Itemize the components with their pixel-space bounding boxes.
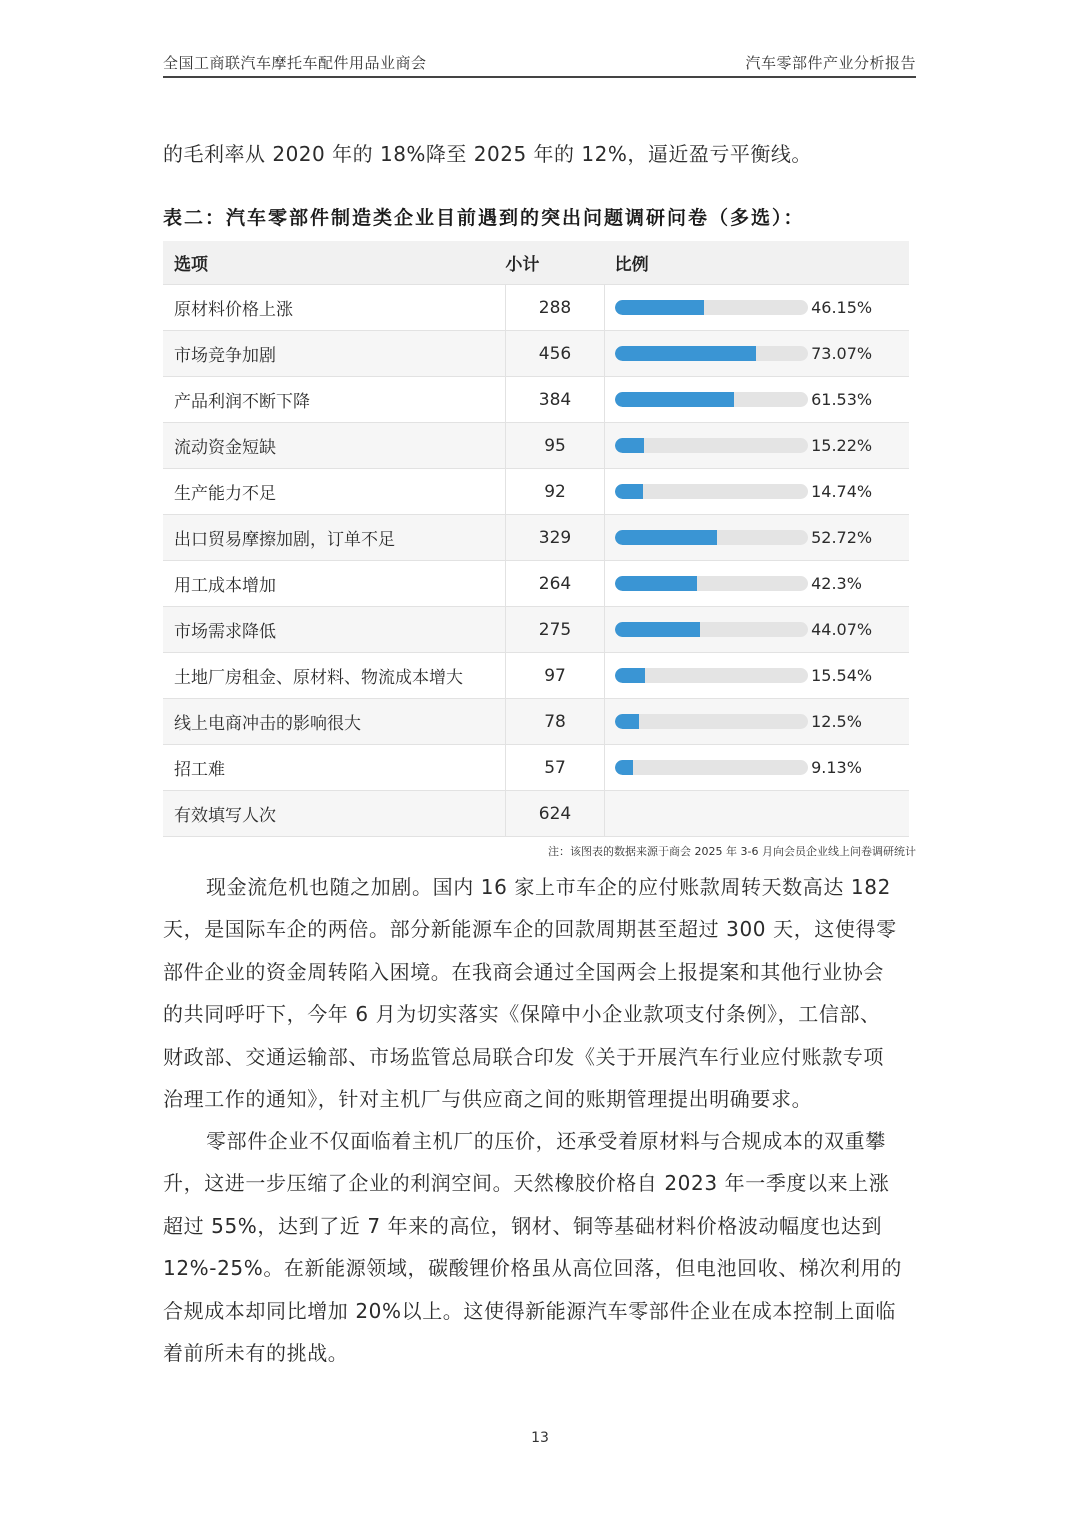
ratio-bar-fill [615,392,734,407]
row-option: 原材料价格上涨 [163,285,505,331]
paragraph-line: 零部件企业不仅面临着主机厂的压价，还承受着原材料与合规成本的双重攀 [206,1129,886,1153]
paragraph-line: 升，这进一步压缩了企业的利润空间。天然橡胶价格自 2023 年一季度以来上涨 [163,1171,890,1196]
paragraph-line: 合规成本却同比增加 20%以上。这使得新能源汽车零部件企业在成本控制上面临 [163,1298,897,1323]
table-header-row [163,241,909,285]
table-row [163,377,909,423]
header-org-name: 全国工商联汽车摩托车配件用品业商会 [163,54,427,72]
table-row [163,653,909,699]
ratio-percent-label: 73.07% [811,344,873,363]
table-row [163,607,909,653]
row-ratio [605,423,909,469]
ratio-bar-fill [615,438,644,453]
ratio-bar-track [615,484,808,499]
ratio-bar-fill [615,622,700,637]
row-ratio [605,377,909,423]
table-source-note: 注：该图表的数据来源于商会 2025 年 3-6 月向会员企业线上问卷调研统计 [548,845,916,858]
row-count: 57 [505,745,604,791]
row-option: 市场需求降低 [163,607,505,653]
row-count: 78 [505,699,604,745]
survey-table [163,241,909,837]
ratio-bar-track [615,392,808,407]
row-option: 土地厂房租金、原材料、物流成本增大 [163,653,505,699]
row-option: 招工难 [163,745,505,791]
row-count: 97 [505,653,604,699]
row-option: 出口贸易摩擦加剧，订单不足 [163,515,505,561]
header-ratio: 比例 [605,241,909,285]
row-count: 456 [505,331,604,377]
ratio-bar-track [615,438,808,453]
row-ratio [605,607,909,653]
total-label: 有效填写人次 [163,791,505,837]
ratio-bar-fill [615,714,639,729]
paragraph-line: 着前所未有的挑战。 [163,1341,349,1366]
ratio-percent-label: 42.3% [811,574,862,593]
row-option: 用工成本增加 [163,561,505,607]
ratio-percent-label: 61.53% [811,390,873,409]
ratio-percent-label: 52.72% [811,528,873,547]
ratio-bar-fill [615,760,633,775]
header-report-title: 汽车零部件产业分析报告 [745,54,916,72]
ratio-percent-label: 15.54% [811,666,873,685]
row-count: 288 [505,285,604,331]
table-row [163,561,909,607]
ratio-bar-track [615,668,808,683]
total-ratio-empty [605,791,909,837]
ratio-percent-label: 9.13% [811,758,862,777]
ratio-bar-fill [615,576,697,591]
header-option: 选项 [163,241,505,285]
row-ratio [605,331,909,377]
row-count: 275 [505,607,604,653]
ratio-bar-track [615,622,808,637]
ratio-percent-label: 12.5% [811,712,862,731]
ratio-percent-label: 15.22% [811,436,873,455]
paragraph-line: 治理工作的通知》，针对主机厂与供应商之间的账期管理提出明确要求。 [163,1087,813,1112]
row-count: 92 [505,469,604,515]
table-row [163,331,909,377]
row-option: 流动资金短缺 [163,423,505,469]
row-option: 产品利润不断下降 [163,377,505,423]
row-option: 生产能力不足 [163,469,505,515]
ratio-bar-track [615,346,808,361]
row-count: 264 [505,561,604,607]
paragraph-line: 12%-25%。在新能源领域，碳酸锂价格虽从高位回落，但电池回收、梯次利用的 [163,1256,902,1281]
table-row [163,469,909,515]
table-row [163,285,909,331]
page-number: 13 [531,1430,549,1446]
ratio-percent-label: 14.74% [811,482,873,501]
ratio-bar-fill [615,484,643,499]
row-option: 市场竞争加剧 [163,331,505,377]
row-option: 线上电商冲击的影响很大 [163,699,505,745]
paragraph-line: 的共同呼吁下，今年 6 月为切实落实《保障中小企业款项支付条例》，工信部、 [163,1002,881,1027]
intro-text-line: 的毛利率从 2020 年的 18%降至 2025 年的 12%，逼近盈亏平衡线。 [163,142,812,166]
paragraph-line: 财政部、交通运输部、市场监管总局联合印发《关于开展汽车行业应付账款专项 [163,1044,884,1069]
paragraph-line: 超过 55%，达到了近 7 年来的高位，钢材、铜等基础材料价格波动幅度也达到 [163,1213,883,1238]
header-count: 小计 [505,241,604,285]
paragraph-line: 部件企业的资金周转陷入困境。在我商会通过全国两会上报提案和其他行业协会 [163,959,884,984]
row-count: 384 [505,377,604,423]
row-ratio [605,699,909,745]
row-ratio [605,653,909,699]
row-ratio [605,515,909,561]
table-row [163,515,909,561]
total-count: 624 [505,791,604,837]
ratio-bar-fill [615,530,717,545]
table-row [163,423,909,469]
table-row [163,745,909,791]
ratio-bar-fill [615,668,645,683]
row-count: 95 [505,423,604,469]
row-ratio [605,469,909,515]
ratio-bar-track [615,530,808,545]
row-ratio [605,561,909,607]
paragraph-line: 天，是国际车企的两倍。部分新能源车企的回款周期甚至超过 300 天，这使得零 [163,917,897,942]
row-ratio [605,285,909,331]
ratio-percent-label: 46.15% [811,298,873,317]
ratio-bar-track [615,714,808,729]
paragraph-line: 现金流危机也随之加剧。国内 16 家上市车企的应付账款周转天数高达 182 [206,875,891,899]
page-header [163,52,916,78]
paragraph-cashflow [163,866,916,1120]
ratio-bar-track [615,576,808,591]
table-title: 表二：汽车零部件制造类企业目前遇到的突出问题调研问卷（多选）： [163,207,805,229]
paragraph-costs [163,1120,916,1374]
table-row [163,699,909,745]
ratio-percent-label: 44.07% [811,620,873,639]
row-count: 329 [505,515,604,561]
ratio-bar-track [615,300,808,315]
ratio-bar-track [615,760,808,775]
ratio-bar-fill [615,300,704,315]
row-ratio [605,745,909,791]
table-total-row [163,791,909,837]
ratio-bar-fill [615,346,756,361]
